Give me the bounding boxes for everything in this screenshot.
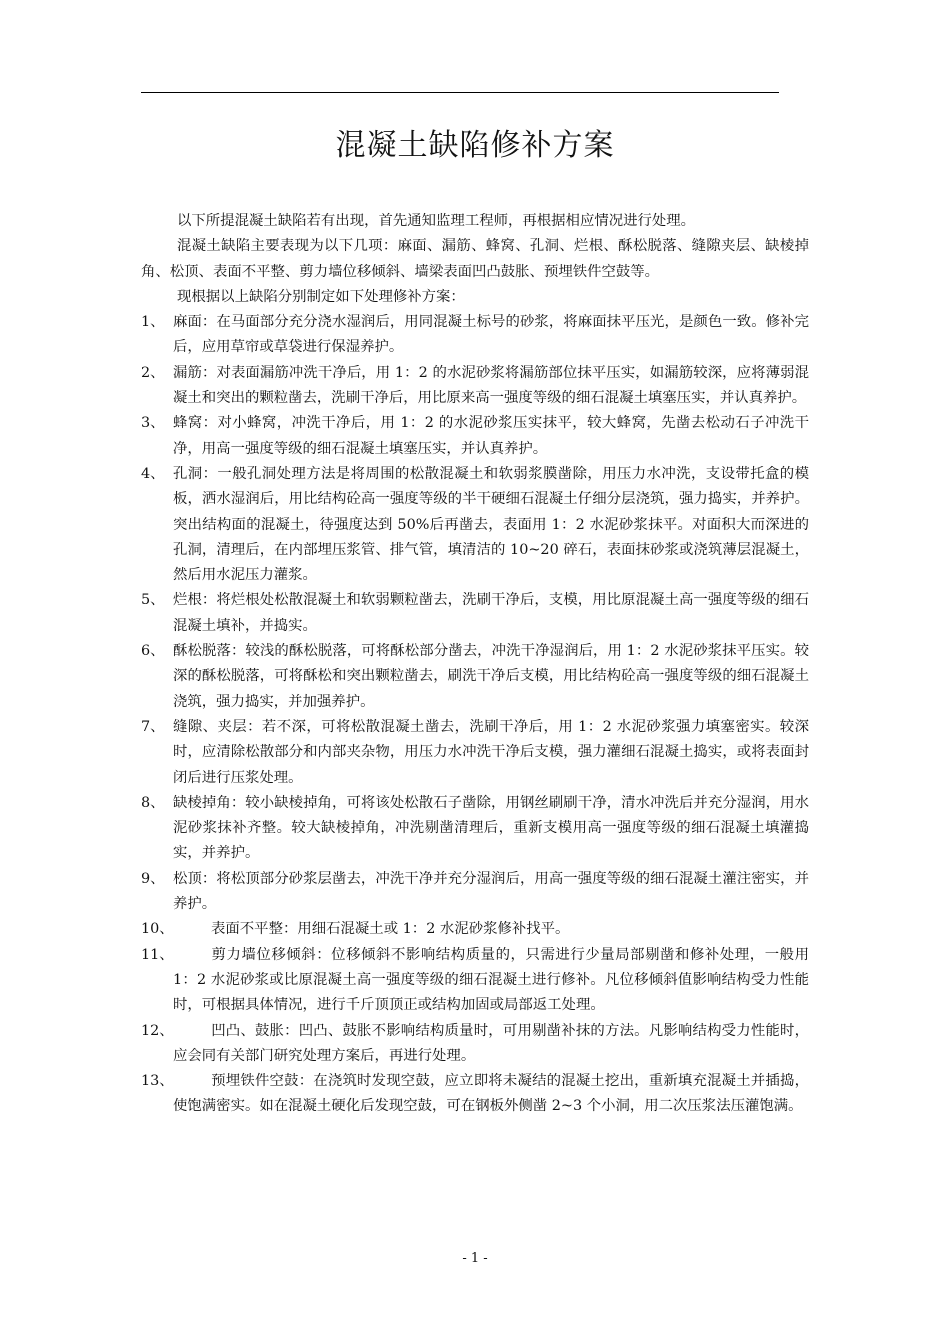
list-item <box>141 791 809 867</box>
item-number: 3、 <box>141 415 165 432</box>
list-item <box>141 1019 809 1070</box>
item-text: 麻面：在马面部分充分浇水湿润后，用同混凝土标号的砂浆，将麻面抹平压光，是颜色一致。修补完后，应用草帘或草袋进行保湿养护。 <box>173 314 809 356</box>
item-text: 烂根：将烂根处松散混凝土和软弱颗粒凿去，洗刷干净后，支模，用比原混凝土高一强度等级的细石混凝土填补，并捣实。 <box>173 592 809 634</box>
repair-list <box>141 310 809 1120</box>
list-item <box>141 310 809 361</box>
intro-paragraph: 现根据以上缺陷分别制定如下处理修补方案： <box>177 288 465 305</box>
item-number: 9、 <box>141 870 165 887</box>
document-title: 混凝土缺陷修补方案 <box>335 128 615 164</box>
item-number: 13、 <box>141 1073 174 1090</box>
item-text: 蜂窝：对小蜂窝，冲洗干净后，用 1：2 的水泥砂浆压实抹平，较大蜂窝，先凿去松动石子冲洗干净，用高一强度等级的细石混凝土填塞压实，并认真养护。 <box>173 415 809 457</box>
item-number: 10、 <box>141 921 174 938</box>
list-item <box>141 867 809 918</box>
item-text: 漏筋：对表面漏筋冲洗干净后，用 1：2 的水泥砂浆将漏筋部位抹平压实，如漏筋较深，应将薄弱混凝土和突出的颗粒凿去，洗刷干净后，用比原来高一强度等级的细石混凝土填塞压实，并认真养护。 <box>173 364 809 407</box>
item-number: 2、 <box>141 364 165 381</box>
item-text: 凹凸、鼓胀：凹凸、鼓胀不影响结构质量时，可用剔凿补抹的方法。凡影响结构受力性能时，应会同有关部门研究处理方案后，再进行处理。 <box>173 1022 809 1064</box>
list-item <box>141 411 809 462</box>
item-text: 缺棱掉角：较小缺棱掉角，可将该处松散石子凿除，用钢丝刷刷干净，清水冲洗后并充分湿润，用水泥砂浆抹补齐整。较大缺棱掉角，冲洗剔凿清理后，重新支模用高一强度等级的细石混凝土填灌捣实，并养护。 <box>173 794 809 862</box>
list-item <box>141 361 809 412</box>
list-item <box>141 715 809 791</box>
item-text: 表面不平整：用细石混凝土或 1：2 水泥砂浆修补找平。 <box>211 921 570 938</box>
item-number: 11、 <box>141 946 174 963</box>
list-item <box>141 943 809 1019</box>
intro-paragraph: 以下所提混凝土缺陷若有出现，首先通知监理工程师，再根据相应情况进行处理。 <box>177 213 696 229</box>
item-number: 4、 <box>141 465 165 482</box>
item-number: 7、 <box>141 718 165 735</box>
item-text: 孔洞：一般孔洞处理方法是将周围的松散混凝土和软弱浆膜凿除，用压力水冲洗，支设带托盒的模板，洒水湿润后，用比结构砼高一强度等级的半干硬细石混凝土仔细分层浇筑，强力捣实，并养护。突出结构面的混凝土，待强度达到 50%后再凿去，表面用 1：2 水泥砂浆抹平。对面积大而深进的孔洞，清理后，在内部埋压浆管、排气管，填清洁的 10~20 碎石，表面抹砂浆或浇筑薄层混凝土，然后用水泥压力灌浆。 <box>173 465 809 584</box>
list-item <box>141 1069 809 1120</box>
item-number: 1、 <box>141 314 165 331</box>
item-number: 6、 <box>141 643 165 660</box>
list-item <box>141 639 809 715</box>
item-number: 12、 <box>141 1022 174 1039</box>
intro-paragraph: 混凝土缺陷主要表现为以下几项：麻面、漏筋、蜂窝、孔洞、烂根、酥松脱落、缝隙夹层、缺棱掉角、松顶、表面不平整、剪力墙位移倾斜、墙梁表面凹凸鼓胀、预埋铁件空鼓等。 <box>141 238 809 280</box>
item-number: 5、 <box>141 592 165 609</box>
list-item <box>141 462 809 588</box>
item-text: 预埋铁件空鼓：在浇筑时发现空鼓，应立即将未凝结的混凝土挖出，重新填充混凝土并插捣，使饱满密实。如在混凝土硬化后发现空鼓，可在钢板外侧凿 2~3 个小洞，用二次压浆法压灌饱满。 <box>173 1073 809 1115</box>
header-rule <box>141 92 779 93</box>
item-text: 酥松脱落：较浅的酥松脱落，可将酥松部分凿去，冲洗干净湿润后，用 1：2 水泥砂浆抹平压实。较深的酥松脱落，可将酥松和突出颗粒凿去，刷洗干净后支模，用比结构砼高一强度等级的细石混凝土浇筑，强力捣实，并加强养护。 <box>173 643 809 710</box>
item-text: 剪力墙位移倾斜：位移倾斜不影响结构质量的，只需进行少量局部剔凿和修补处理，一般用 1：2 水泥砂浆或比原混凝土高一强度等级的细石混凝土进行修补。凡位移倾斜值影响结构受力性能时，可根据具体情况，进行千斤顶顶正或结构加固或局部返工处理。 <box>173 946 809 1014</box>
item-text: 缝隙、夹层：若不深，可将松散混凝土凿去，洗刷干净后，用 1：2 水泥砂浆强力填塞密实。较深时，应清除松散部分和内部夹杂物，用压力水冲洗干净后支模，强力灌细石混凝土捣实，或将表面封闭后进行压浆处理。 <box>173 718 809 786</box>
document-body <box>141 209 809 1120</box>
page-number: - 1 - <box>462 1251 488 1266</box>
item-text: 松顶：将松顶部分砂浆层凿去，冲洗干净并充分湿润后，用高一强度等级的细石混凝土灌注密实，并养护。 <box>173 870 809 913</box>
list-item <box>141 588 809 639</box>
list-item <box>141 917 809 942</box>
item-number: 8、 <box>141 794 165 811</box>
